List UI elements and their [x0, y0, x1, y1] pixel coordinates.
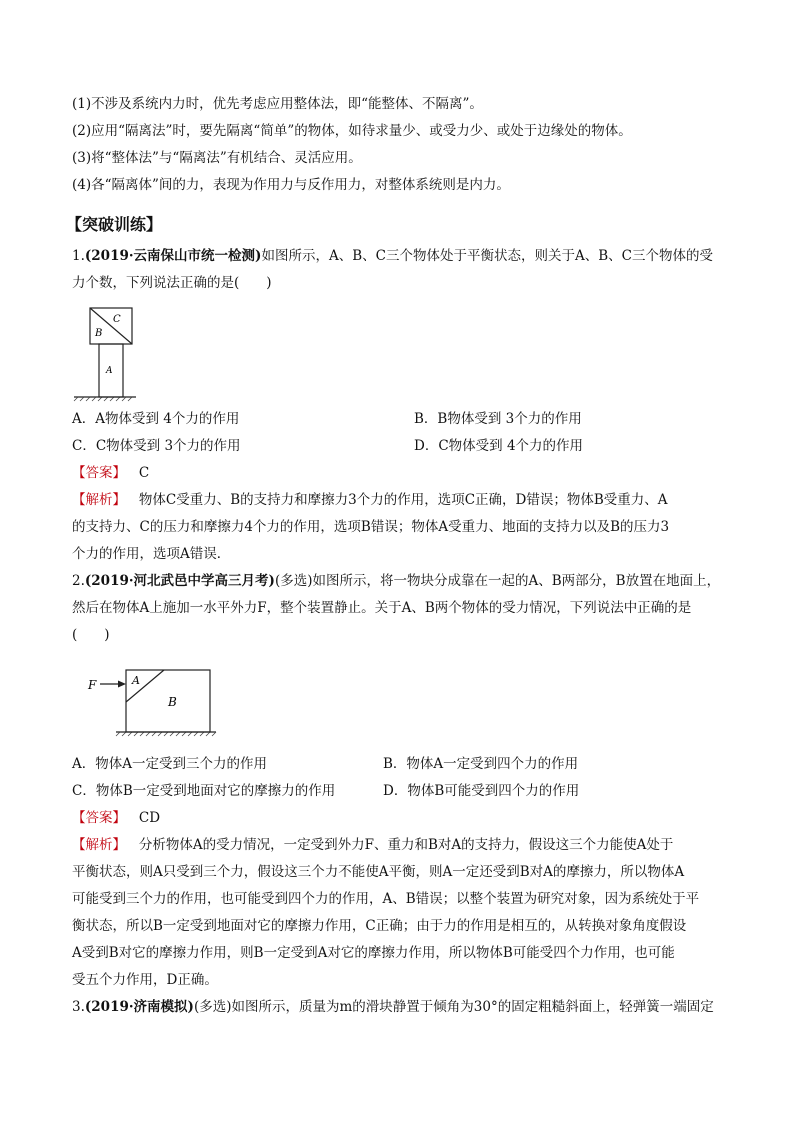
q2-analysis-line6: 受五个力作用，D正确。 — [72, 972, 218, 988]
q1-answer-line — [72, 463, 149, 483]
q1-option-d: D．C物体受到 4个力的作用 — [414, 438, 584, 454]
tip-2: (2)应用“隔离法”时，要先隔离“简单”的物体，如待求量少、或受力少、或处于边缘处的物体。 — [72, 123, 632, 139]
q1-option-c: C．C物体受到 3个力的作用 — [72, 438, 241, 454]
q1-label-b: B — [95, 328, 103, 339]
q3-stem-text: (多选)如图所示，质量为m的滑块静置于倾角为30°的固定粗糙斜面上，轻弹簧一端固定 — [193, 999, 714, 1015]
tip-1: (1)不涉及系统内力时，优先考虑应用整体法，即“能整体、不隔离”。 — [72, 96, 483, 112]
q1-source: (2019·云南保山市统一检测) — [84, 248, 262, 264]
q1-figure — [70, 302, 140, 402]
q3-source: (2019·济南模拟) — [84, 999, 194, 1015]
q2-analysis-line5: A受到B对它的摩擦力作用，则B一定受到A对它的摩擦力作用，所以物体B可能受四个力作用，也可能 — [72, 945, 675, 961]
q1-answer-tag: 【答案】 — [72, 465, 126, 481]
q2-source: (2019·河北武邑中学高三月考) — [84, 573, 275, 589]
q1-analysis-line3: 个力的作用，选项A错误． — [72, 546, 231, 562]
q2-answer-line — [72, 808, 160, 828]
q1-option-b: B．B物体受到 3个力的作用 — [414, 411, 582, 427]
tip-3: (3)将“整体法”与“隔离法”有机结合、灵活应用。 — [72, 150, 362, 166]
q1-label-c: C — [113, 314, 121, 325]
q2-answer-tag: 【答案】 — [72, 810, 126, 826]
q2-label-f: F — [88, 678, 97, 692]
q1-option-a: A．A物体受到 4个力的作用 — [72, 411, 240, 427]
q1-stem-line1 — [72, 246, 713, 266]
q1-analysis-tag: 【解析】 — [72, 492, 126, 508]
q2-stem-text: (多选)如图所示，将一物块分成靠在一起的A、B两部分，B放置在地面上， — [274, 573, 721, 589]
q2-analysis-line1: 【解析】 分析物体A的受力情况，一定受到外力F、重力和B对A的支持力，假设这三个力能使A处于 — [72, 837, 674, 853]
q1-analysis-line2: 的支持力、C的压力和摩擦力4个力的作用，选项B错误；物体A受重力、地面的支持力以及B的压力3 — [72, 519, 670, 535]
q2-option-a: A．物体A一定受到三个力的作用 — [72, 756, 267, 772]
q1-number: 1. — [72, 248, 85, 264]
q2-label-b: B — [168, 695, 177, 709]
q1-stem-line2: 力个数，下列说法正确的是( ) — [72, 275, 272, 291]
q2-stem-line1 — [72, 571, 720, 591]
q1-answer: C — [138, 465, 150, 481]
q2-option-c: C．物体B一定受到地面对它的摩擦力的作用 — [72, 783, 336, 799]
tip-4: (4)各“隔离体”间的力，表现为作用力与反作用力，对整体系统则是内力。 — [72, 177, 510, 193]
q2-number: 2. — [72, 573, 85, 589]
q2-answer: CD — [138, 810, 161, 826]
q1-stem-text: 如图所示，A、B、C三个物体处于平衡状态，则关于A、B、C三个物体的受 — [261, 248, 713, 264]
q2-analysis-line2: 平衡状态，则A只受到三个力，假设这三个力不能使A平衡，则A一定还受到B对A的摩擦力，所以物体A — [72, 864, 685, 880]
q1-analysis-line1: 【解析】 物体C受重力、B的支持力和摩擦力3个力的作用，选项C正确，D错误；物体B受重力、A — [72, 492, 668, 508]
q2-stem-line2: 然后在物体A上施加一水平外力F，整个装置静止。关于A、B两个物体的受力情况，下列说法中正确的是 — [72, 600, 692, 616]
q2-label-a: A — [132, 674, 140, 687]
q2-option-d: D．物体B可能受到四个力的作用 — [383, 783, 580, 799]
q3-stem-line1 — [72, 997, 714, 1017]
q2-analysis-line4: 衡状态，所以B一定受到地面对它的摩擦力作用，C正确；由于力的作用是相互的，从转换对象角度假设 — [72, 918, 687, 934]
q2-figure — [84, 662, 224, 742]
q2-stem-line3: ( ) — [72, 627, 110, 643]
q3-number: 3. — [72, 999, 85, 1015]
q2-analysis-line3: 可能受到三个力的作用，也可能受到四个力的作用，A、B错误；以整个装置为研究对象，因为系统处于平 — [72, 891, 700, 907]
q2-analysis-tag: 【解析】 — [72, 837, 126, 853]
section-title: 【突破训练】 — [66, 215, 163, 234]
q1-label-a: A — [106, 366, 113, 376]
q2-option-b: B．物体A一定受到四个力的作用 — [383, 756, 579, 772]
